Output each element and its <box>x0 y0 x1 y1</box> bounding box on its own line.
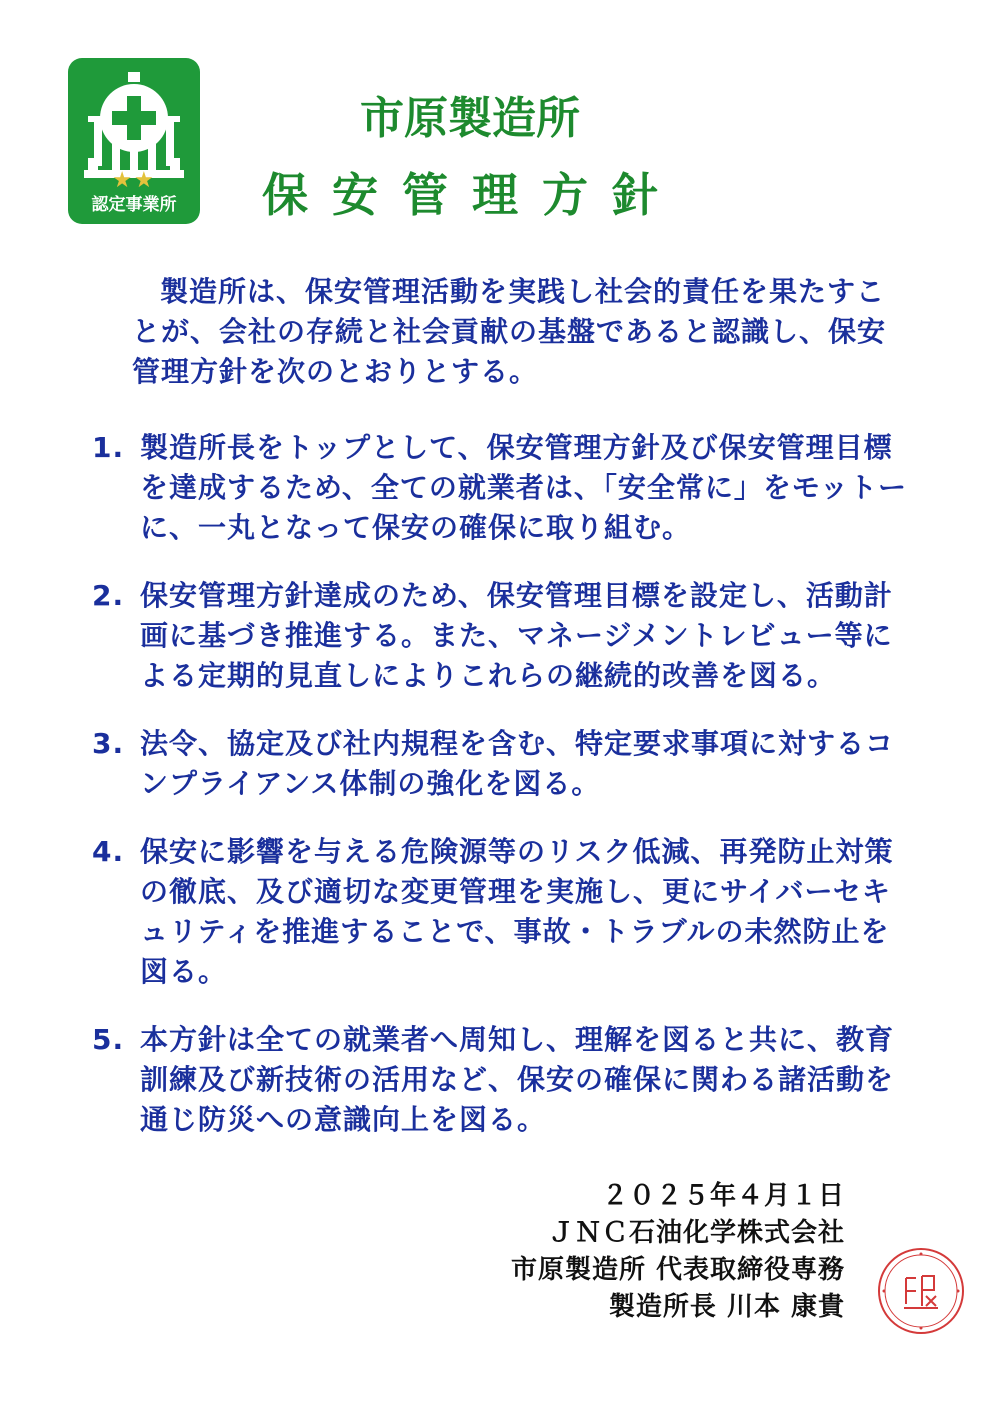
item-text: 法令、協定及び社内規程を含む、特定要求事項に対するコンプライアンス体制の強化を図る。 <box>140 727 895 800</box>
list-item <box>92 1020 912 1140</box>
signature-company: ＪＮＣ石油化学株式会社 <box>547 1218 845 1248</box>
signature-date: ２０２５年４月１日 <box>601 1181 845 1211</box>
logo-label: 認定事業所 <box>91 195 177 215</box>
item-number: 4. <box>92 835 125 868</box>
item-text: 本方針は全ての就業者へ周知し、理解を図ると共に、教育訓練及び新技術の活用など、保安の確保に関わる諸活動を通じ防災への意識向上を図る。 <box>140 1023 895 1136</box>
intro-paragraph: 製造所は、保安管理活動を実践し社会的責任を果たすことが、会社の存続と社会貢献の基盤であると認識し、保安管理方針を次のとおりとする。 <box>132 275 887 388</box>
list-item <box>92 832 912 992</box>
list-item <box>92 428 912 548</box>
page-title: 市原製造所 <box>360 93 580 144</box>
company-seal-icon <box>876 1246 966 1336</box>
signature-position: 市原製造所 代表取締役専務 <box>510 1255 845 1285</box>
logo-stars: ★★ <box>112 168 156 193</box>
item-text: 保安に影響を与える危険源等のリスク低減、再発防止対策の徹底、及び適切な変更管理を実施し、更にサイバーセキュリティを推進することで、事故・トラブルの未然防止を図る。 <box>140 835 894 988</box>
item-number: 3. <box>92 727 125 760</box>
certified-plant-logo <box>68 58 200 224</box>
page-subtitle: 保安管理方針 <box>262 168 682 222</box>
list-item <box>92 576 912 696</box>
signature-block <box>440 1178 845 1326</box>
item-text: 保安管理方針達成のため、保安管理目標を設定し、活動計画に基づき推進する。また、マネージメントレビュー等による定期的見直しによりこれらの継続的改善を図る。 <box>140 579 893 692</box>
list-item <box>92 724 912 804</box>
item-number: 2. <box>92 579 125 612</box>
signature-name: 製造所長 川本 康貴 <box>608 1292 845 1322</box>
item-number: 5. <box>92 1023 125 1056</box>
item-text: 製造所長をトップとして、保安管理方針及び保安管理目標を達成するため、全ての就業者は、「安全常に」をモットーに、一丸となって保安の確保に取り組む。 <box>140 431 908 544</box>
policy-list <box>92 428 912 1168</box>
item-number: 1. <box>92 431 125 464</box>
